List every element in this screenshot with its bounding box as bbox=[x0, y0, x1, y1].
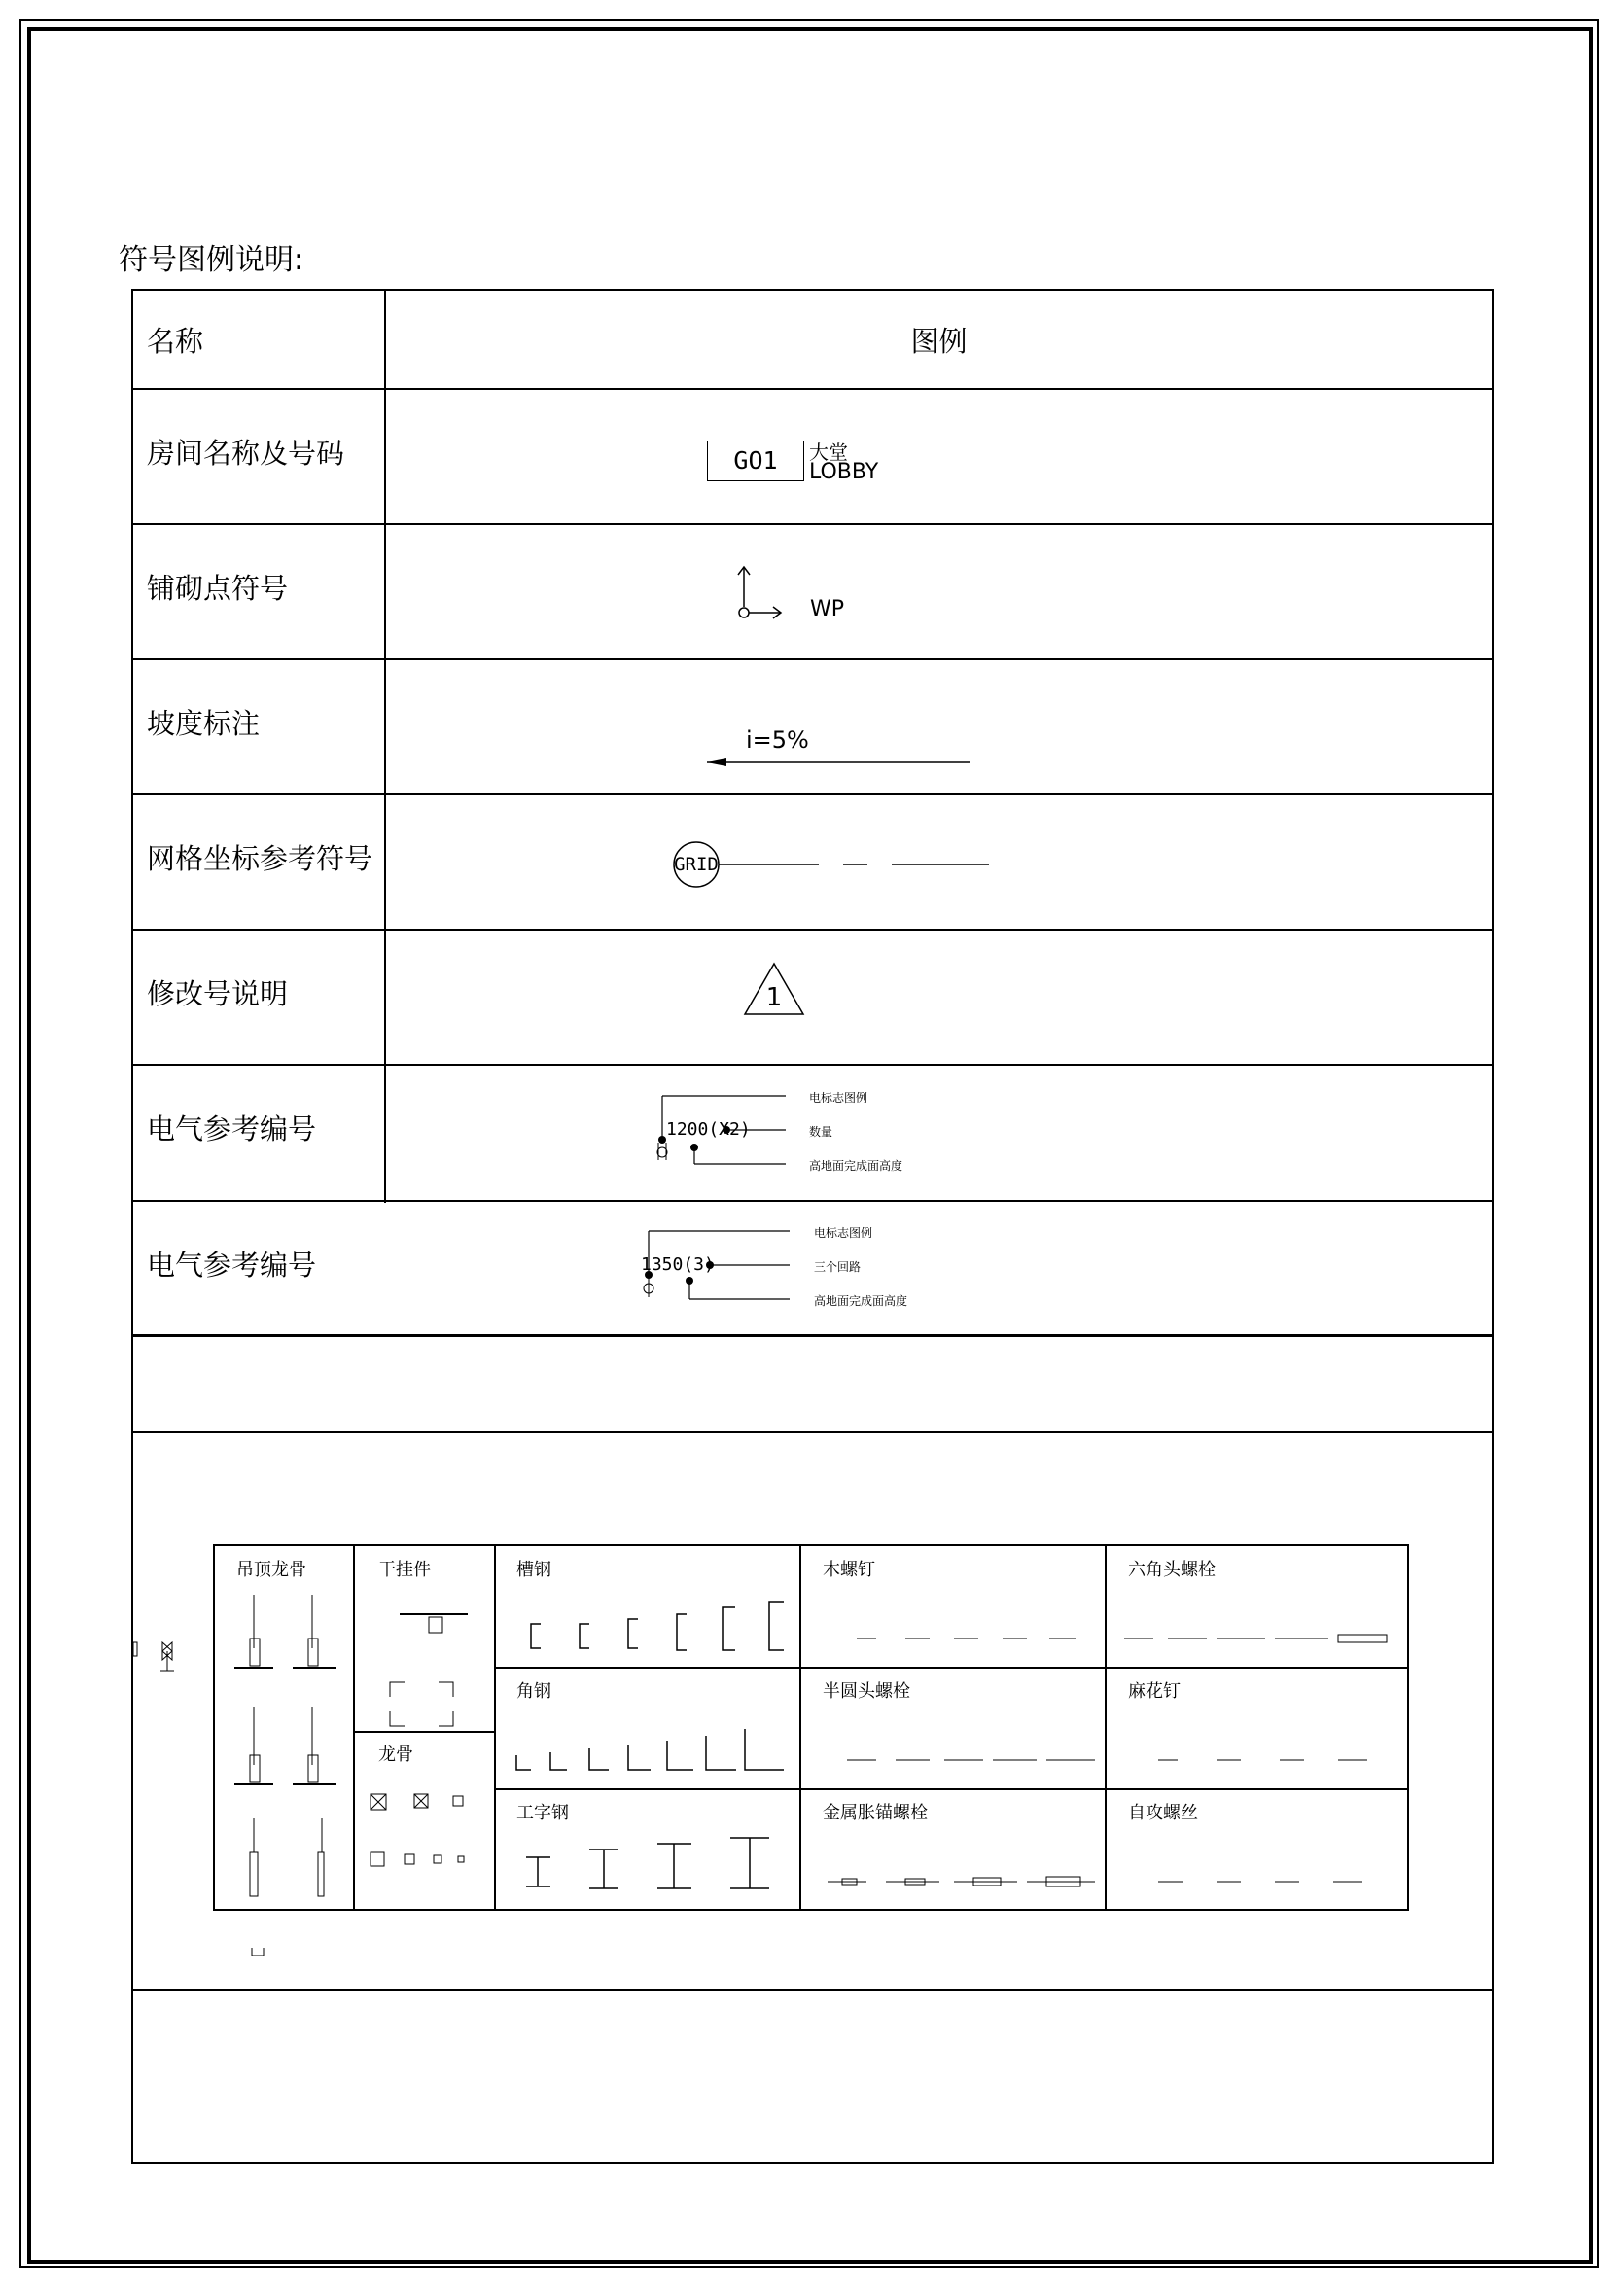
row-divider bbox=[133, 929, 1492, 931]
small-symbol-marks bbox=[133, 1639, 192, 1678]
twist-nail-drawing bbox=[1110, 1741, 1406, 1780]
paving-point-label: WP bbox=[810, 597, 845, 621]
mat-divider bbox=[353, 1731, 494, 1733]
mat-divider bbox=[1105, 1546, 1107, 1909]
round-head-bolt-drawing bbox=[808, 1741, 1100, 1780]
hex-bolt-drawing bbox=[1110, 1619, 1406, 1658]
label-round-head-bolt: 半圆头螺栓 bbox=[823, 1681, 910, 1702]
row-divider bbox=[133, 1064, 1492, 1066]
electrical-ref-1-note-3: 高地面完成面高度 bbox=[809, 1159, 903, 1173]
mat-divider bbox=[494, 1546, 496, 1909]
row-divider bbox=[133, 388, 1492, 390]
row-name-electrical-1: 电气参考编号 bbox=[147, 1112, 317, 1146]
room-name-en: LOBBY bbox=[809, 460, 879, 484]
row-name-paving-point: 铺砌点符号 bbox=[147, 572, 289, 605]
row-name-grid: 网格坐标参考符号 bbox=[147, 842, 373, 875]
revision-label: 1 bbox=[765, 983, 783, 1012]
label-expansion-bolt: 金属胀锚螺栓 bbox=[823, 1803, 928, 1823]
small-bracket-mark bbox=[250, 1946, 269, 1959]
self-tapping-screw-drawing bbox=[1110, 1862, 1406, 1901]
label-angle-steel: 角钢 bbox=[516, 1681, 551, 1702]
mat-divider bbox=[494, 1667, 1409, 1669]
row-name-room: 房间名称及号码 bbox=[147, 437, 345, 470]
label-i-beam: 工字钢 bbox=[516, 1803, 569, 1823]
grid-label: GRID bbox=[674, 854, 719, 875]
materials-table bbox=[213, 1544, 1409, 1911]
row-name-revision: 修改号说明 bbox=[147, 977, 289, 1010]
grid-reference-icon bbox=[673, 835, 1120, 894]
slope-label: i=5% bbox=[746, 726, 809, 754]
electrical-ref-2-value: 1350(3) bbox=[641, 1254, 715, 1275]
column-divider bbox=[384, 291, 386, 1203]
electrical-ref-2-note-1: 电标志图例 bbox=[814, 1226, 873, 1240]
row-name-slope: 坡度标注 bbox=[147, 707, 261, 740]
electrical-ref-2-note-3: 高地面完成面高度 bbox=[814, 1294, 908, 1308]
row-divider bbox=[133, 793, 1492, 795]
row-divider bbox=[133, 1200, 1492, 1202]
expansion-bolt-drawing bbox=[808, 1862, 1100, 1901]
header-legend: 图例 bbox=[910, 325, 968, 358]
label-dry-hang: 干挂件 bbox=[378, 1560, 431, 1580]
mat-divider bbox=[494, 1788, 1409, 1790]
electrical-ref-1-note-2: 数量 bbox=[809, 1125, 833, 1139]
header-name: 名称 bbox=[147, 325, 204, 358]
label-hex-bolt: 六角头螺栓 bbox=[1128, 1560, 1216, 1580]
mat-divider bbox=[799, 1546, 801, 1909]
dry-hang-drawing bbox=[361, 1590, 487, 1726]
label-keel: 龙骨 bbox=[378, 1745, 413, 1765]
electrical-ref-2-note-2: 三个回路 bbox=[814, 1260, 862, 1274]
i-beam-drawing bbox=[507, 1828, 798, 1906]
row-name-electrical-2: 电气参考编号 bbox=[147, 1249, 317, 1282]
room-name-cn: 大堂 bbox=[809, 441, 848, 464]
room-code: GO1 bbox=[733, 446, 778, 475]
electrical-ref-1-value: 1200(X2) bbox=[666, 1119, 751, 1140]
label-wood-screw: 木螺钉 bbox=[823, 1560, 875, 1580]
electrical-ref-1-note-1: 电标志图例 bbox=[809, 1091, 868, 1105]
label-twist-nail: 麻花钉 bbox=[1128, 1681, 1181, 1702]
wood-screw-drawing bbox=[808, 1619, 1100, 1658]
label-ceiling-keel: 吊顶龙骨 bbox=[236, 1560, 306, 1580]
legend-table bbox=[131, 289, 1494, 2164]
label-self-tapping-screw: 自攻螺丝 bbox=[1128, 1803, 1198, 1823]
row-divider bbox=[133, 1334, 1492, 1337]
ceiling-keel-drawing bbox=[225, 1590, 346, 1906]
mat-divider bbox=[353, 1546, 355, 1909]
row-divider bbox=[133, 658, 1492, 660]
row-divider bbox=[133, 523, 1492, 525]
angle-steel-drawing bbox=[507, 1711, 798, 1784]
row-divider bbox=[133, 1989, 1492, 1991]
label-channel-steel: 槽钢 bbox=[516, 1560, 551, 1580]
legend-heading: 符号图例说明: bbox=[119, 243, 304, 277]
row-divider bbox=[133, 1431, 1492, 1433]
keel-drawing bbox=[361, 1765, 487, 1906]
channel-steel-drawing bbox=[507, 1590, 798, 1663]
paving-point-icon bbox=[736, 563, 794, 621]
